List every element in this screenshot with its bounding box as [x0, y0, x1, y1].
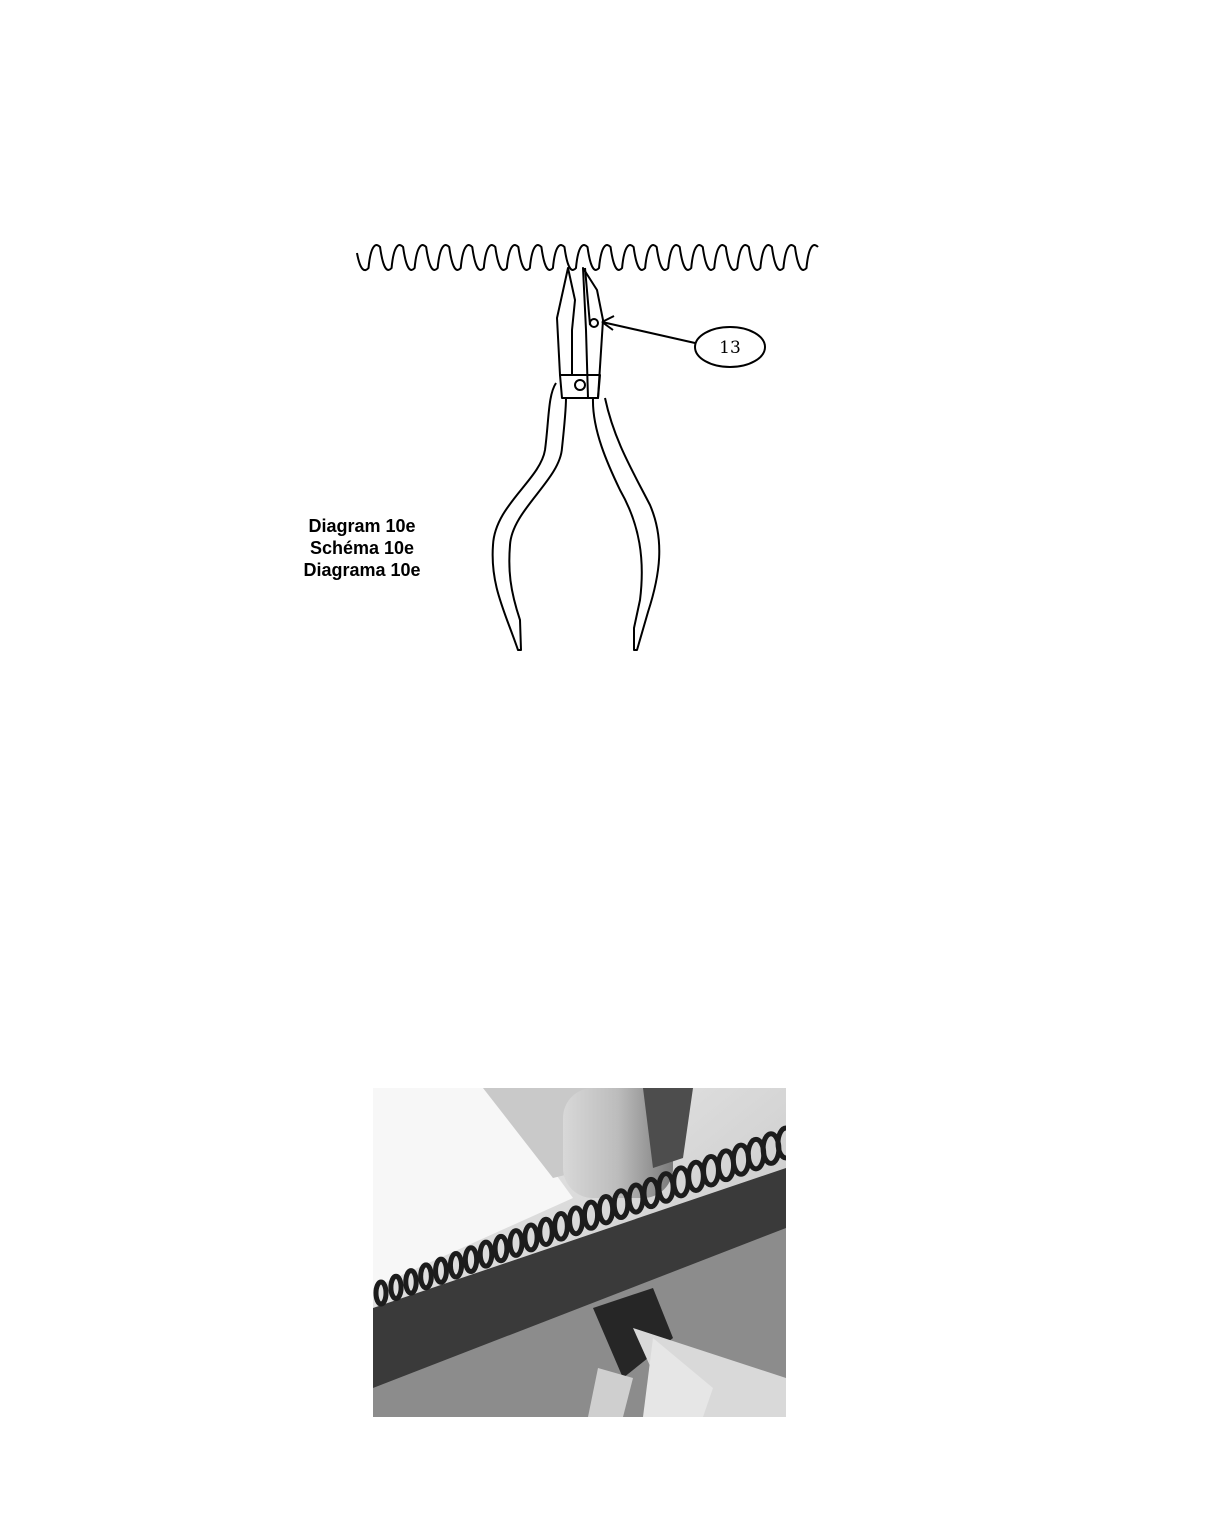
pliers	[493, 268, 660, 650]
callout-label: 13	[719, 338, 741, 358]
diagram-caption	[262, 515, 462, 581]
binding-machine-photo	[373, 1088, 786, 1417]
caption-line-en: Diagram 10e	[308, 516, 416, 536]
pliers-hole	[590, 319, 598, 327]
caption-line-fr: Schéma 10e	[309, 538, 415, 558]
callout-13	[602, 316, 765, 367]
caption-line-es: Diagrama 10e	[303, 560, 421, 580]
binding-coil	[357, 245, 818, 270]
